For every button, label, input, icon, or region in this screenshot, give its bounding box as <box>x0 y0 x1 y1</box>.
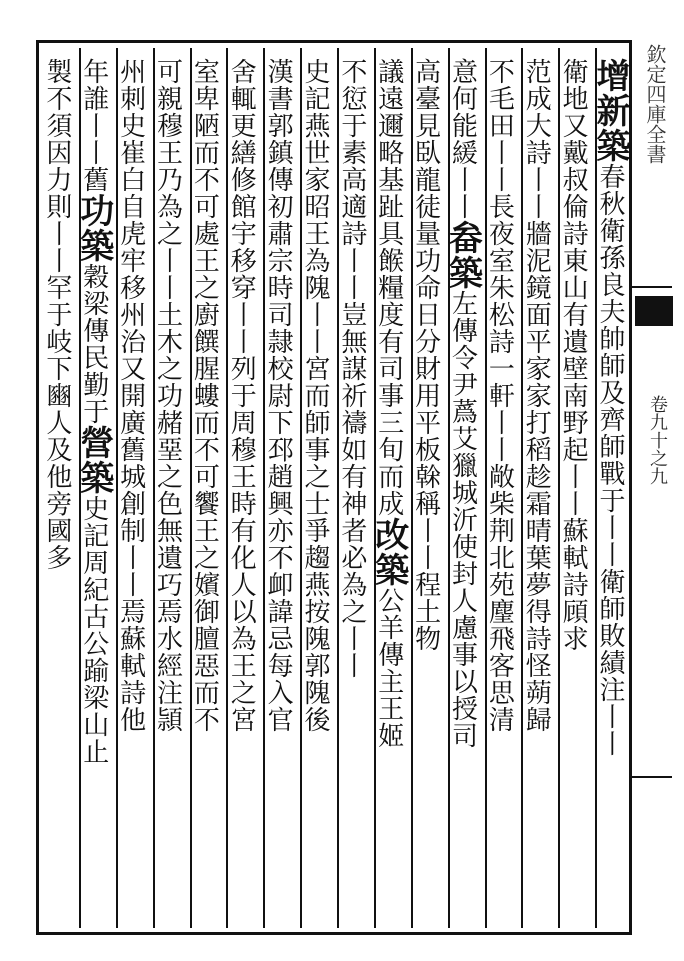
column-text: 公羊傳主王姬 <box>373 587 404 749</box>
column-text: 不毛田丨丨長夜室朱松詩一軒丨丨敞柴荆北苑麈飛客思清 <box>484 58 515 733</box>
column-text: 不愆于素高適詩丨丨豈無謀祈禱如有神 <box>336 58 367 517</box>
text-column-9 <box>302 58 335 733</box>
fishtail-mark <box>635 296 673 326</box>
column-text: 州刺史崔白自虎牢移州治又開廣舊城創制丨丨焉蘇軾詩他 <box>115 58 146 733</box>
column-text: 衛地又戴叔倫詩東山有遺壁南野起丨丨蘇軾詩頋求 <box>558 58 589 652</box>
text-column-6 <box>410 58 446 652</box>
margin-divider-top <box>632 286 672 288</box>
column-text: 左傳令尹蔿艾獵城沂使封人慮事以授司 <box>447 290 478 749</box>
column-text: 穀梁傳民勤于 <box>78 263 109 425</box>
column-text: 議遠邇略基趾具餱糧度有司事三旬而成 <box>373 58 404 517</box>
entry-heading: 營築 <box>73 425 114 495</box>
column-text: 年誰丨丨舊 <box>78 58 109 193</box>
text-column-15 <box>73 58 114 765</box>
column-text: 製不須因 <box>41 58 72 166</box>
text-column-11 <box>228 58 261 733</box>
text-column-14 <box>115 58 151 733</box>
column-text: 于岐下豳人及他旁國多 <box>41 301 72 571</box>
text-column-4 <box>484 58 520 733</box>
entry-heading: 功築 <box>73 193 114 263</box>
text-column-5 <box>442 58 483 749</box>
entry-heading: 畚築 <box>442 220 483 290</box>
margin-divider-bottom <box>632 776 672 778</box>
column-text: 者必為之丨丨 <box>336 517 367 679</box>
margin-juan-number: 卷九十之九 <box>647 395 668 485</box>
text-column-7 <box>368 58 409 749</box>
entry-heading: 改築 <box>368 517 409 587</box>
column-text: 史記周紀古公踰梁山止 <box>78 495 109 765</box>
text-column-13 <box>152 58 188 733</box>
text-column-3 <box>523 58 556 733</box>
column-text: 史記燕世家昭王為隗丨丨宮而師事之士爭趨燕按隗郭隗後 <box>300 58 330 733</box>
text-column-1 <box>590 58 630 757</box>
column-text: 室卑陋而不可處王之廚饌腥螻而不可饗王之嬪御膻惡而不 <box>189 58 220 733</box>
text-column-10 <box>265 58 298 733</box>
column-text: 意何能緩丨丨 <box>447 58 478 220</box>
margin-book-title: 欽定四庫全書 <box>643 44 667 164</box>
column-text: 可親穆王乃為之丨丨土木之功赭堊之色無遺巧焉水經注頴 <box>152 58 183 733</box>
column-text: 高臺見臥龍 <box>410 58 441 193</box>
column-text: 漢書郭鎮傳初肅宗時司隷校尉下邳趙興亦不卹諱忌每入官 <box>263 58 294 733</box>
text-column-2 <box>560 58 593 652</box>
column-text: 舍輒更繕修館宇移穿丨丨列于周穆王時有化人以為王之宮 <box>226 58 257 733</box>
column-text: 徒量功命日分財用平板榦稱丨丨程土物 <box>410 193 441 652</box>
column-text: 范成大詩丨丨牆泥鏡面平家家打稻趁霜晴葉夢得詩怪蒴歸 <box>521 58 552 733</box>
column-text: 力則丨丨罕 <box>41 166 72 301</box>
column-text: 春秋衛孫良夫帥師及齊師戰于丨丨衛師敗績注丨丨 <box>595 163 625 757</box>
text-column-8 <box>336 58 372 679</box>
entry-heading: 增新築 <box>590 58 630 163</box>
text-column-12 <box>189 58 225 733</box>
text-column-16 <box>41 58 77 571</box>
